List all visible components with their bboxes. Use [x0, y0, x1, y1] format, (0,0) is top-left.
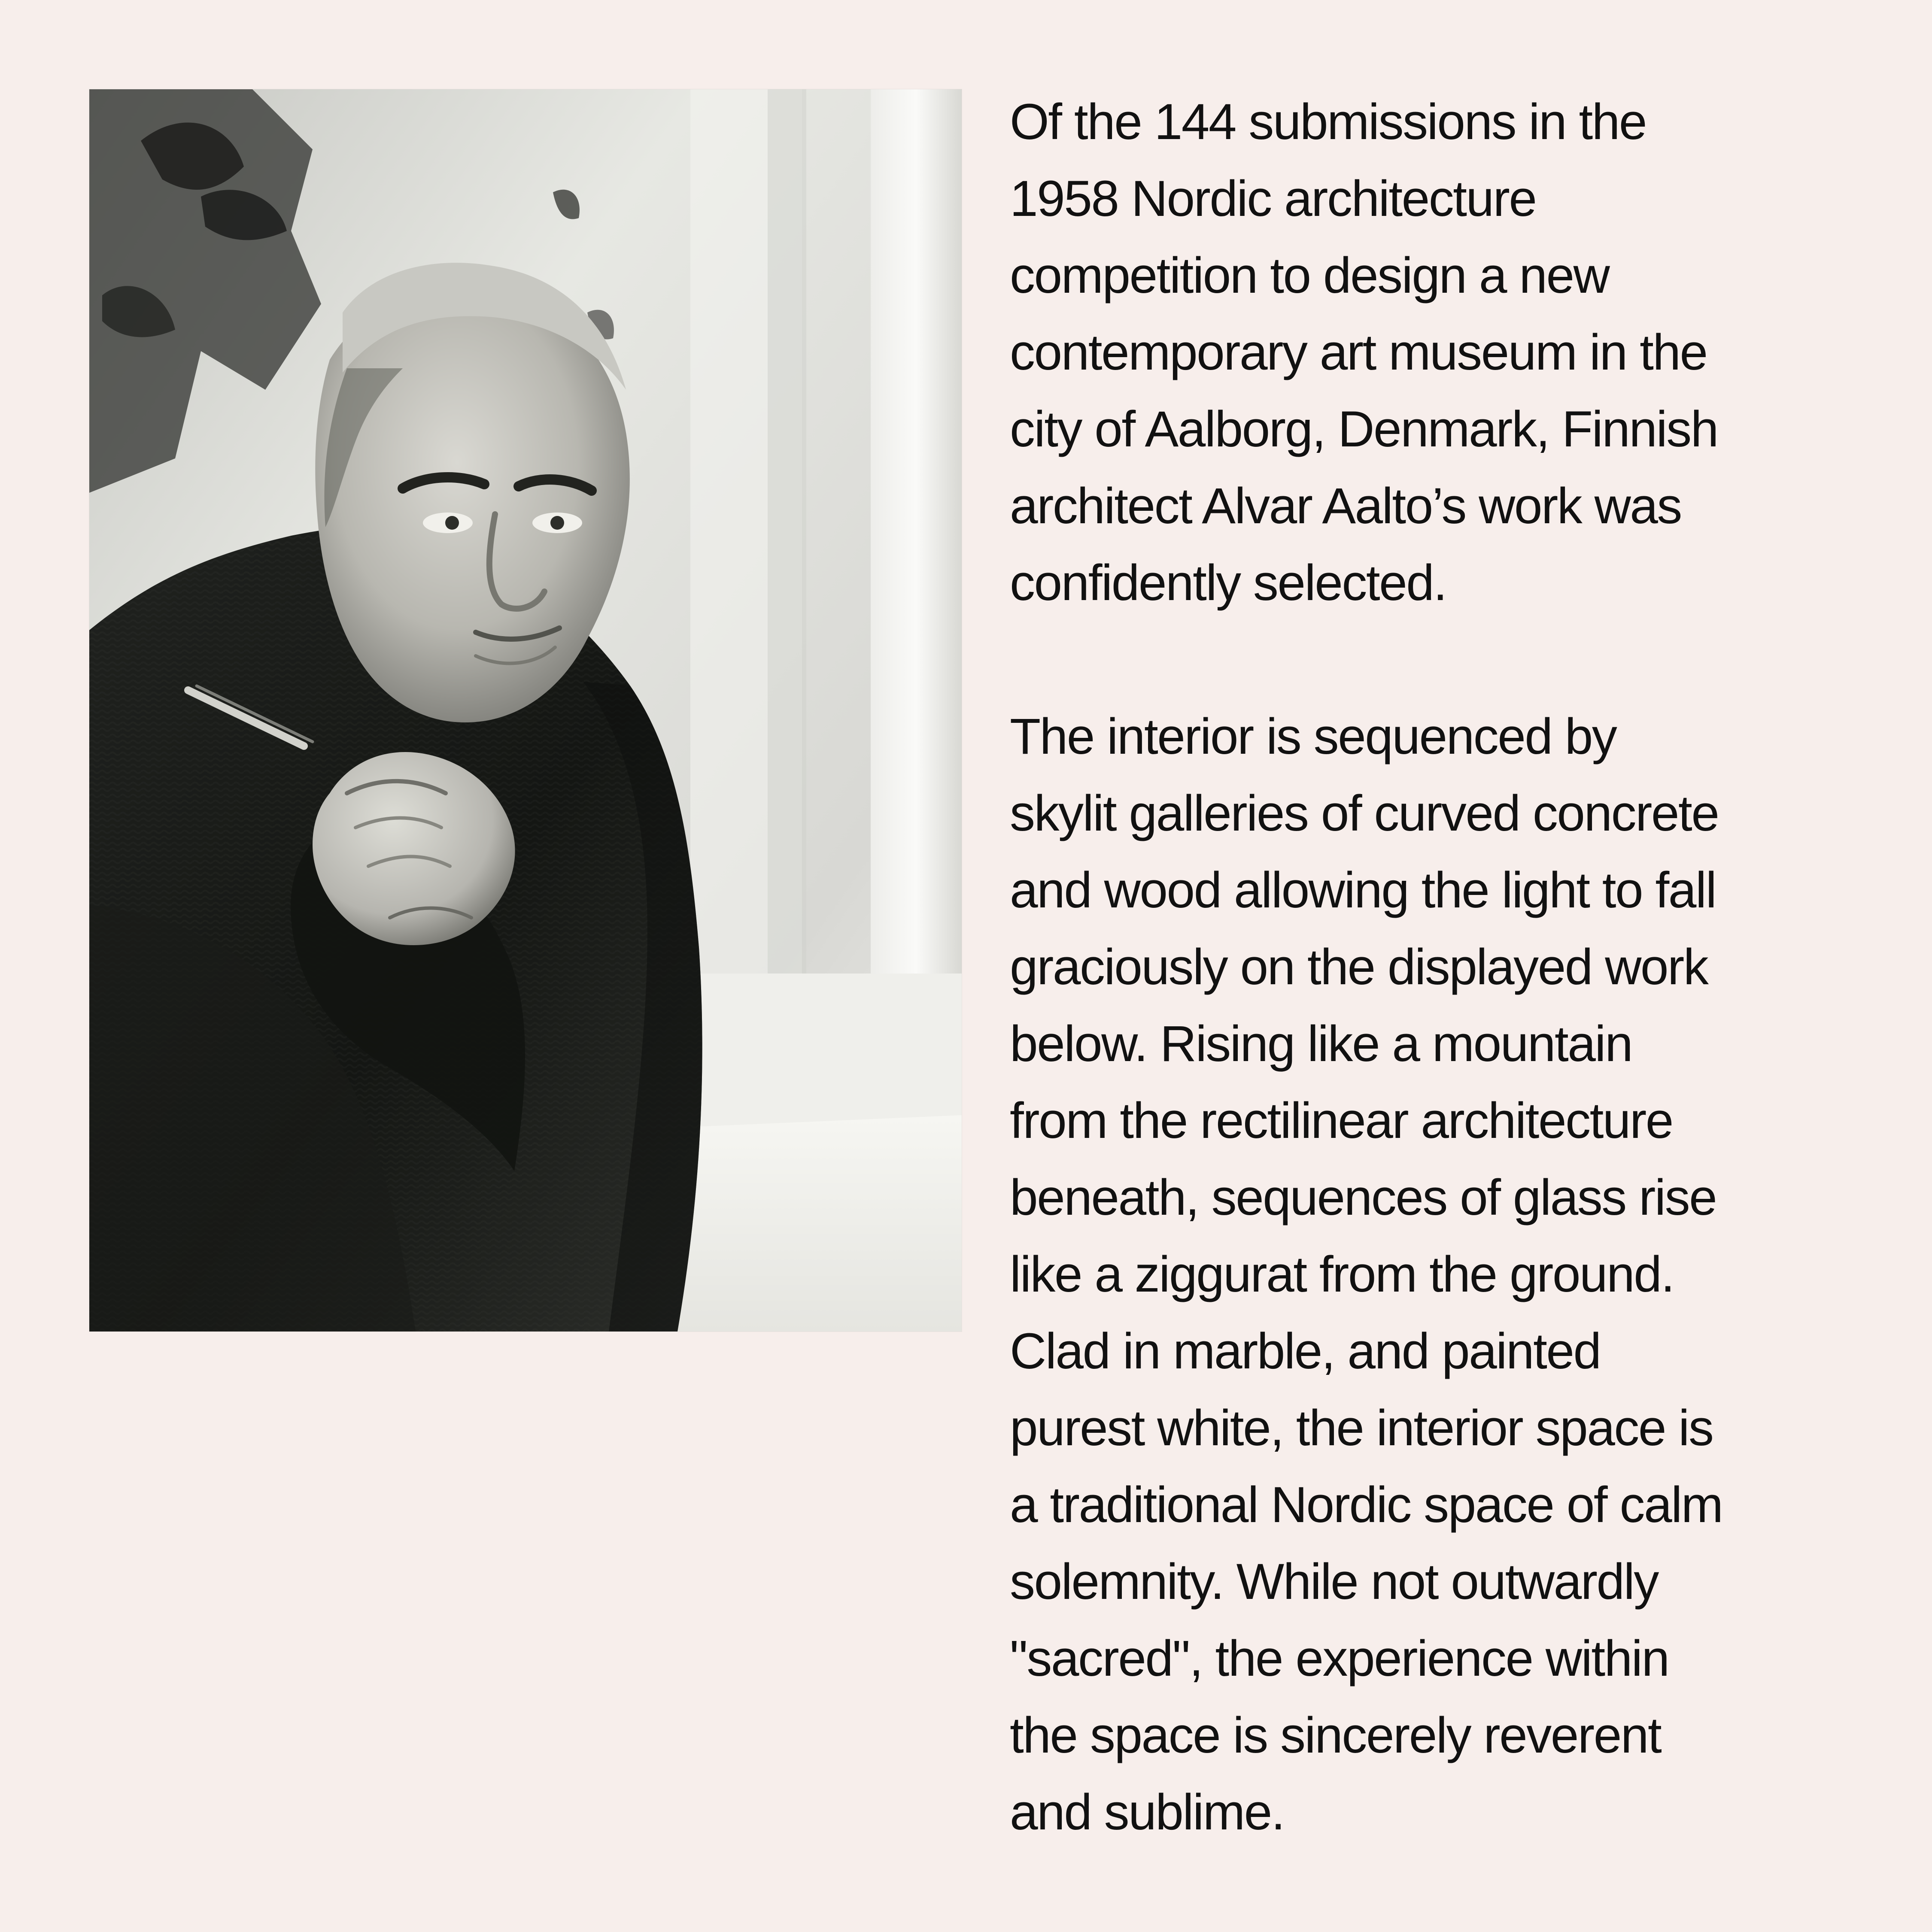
- article-text: [1010, 84, 1868, 1851]
- article-paragraph-2: The interior is sequenced by skylit galleries of curved concrete and wood allowing the light to fall graciously on the displayed work below. Rising like a mountain from the rectilinear architecture beneath, sequences of glass rise like a ziggurat from the ground. Clad in marble, and painted purest white, the interior space is a traditional Nordic space of calm solemnity. While not outwardly "sacred", the experience within the space is sincerely reverent and sublime.: [1010, 708, 1722, 1841]
- portrait-photo: [89, 89, 962, 1331]
- article-paragraph-1: Of the 144 submissions in the 1958 Nordic architecture competition to design a new contemporary art museum in the city of Aalborg, Denmark, Finnish architect Alvar Aalto’s work was confidently selected.: [1010, 94, 1718, 611]
- portrait-illustration: [89, 89, 962, 1331]
